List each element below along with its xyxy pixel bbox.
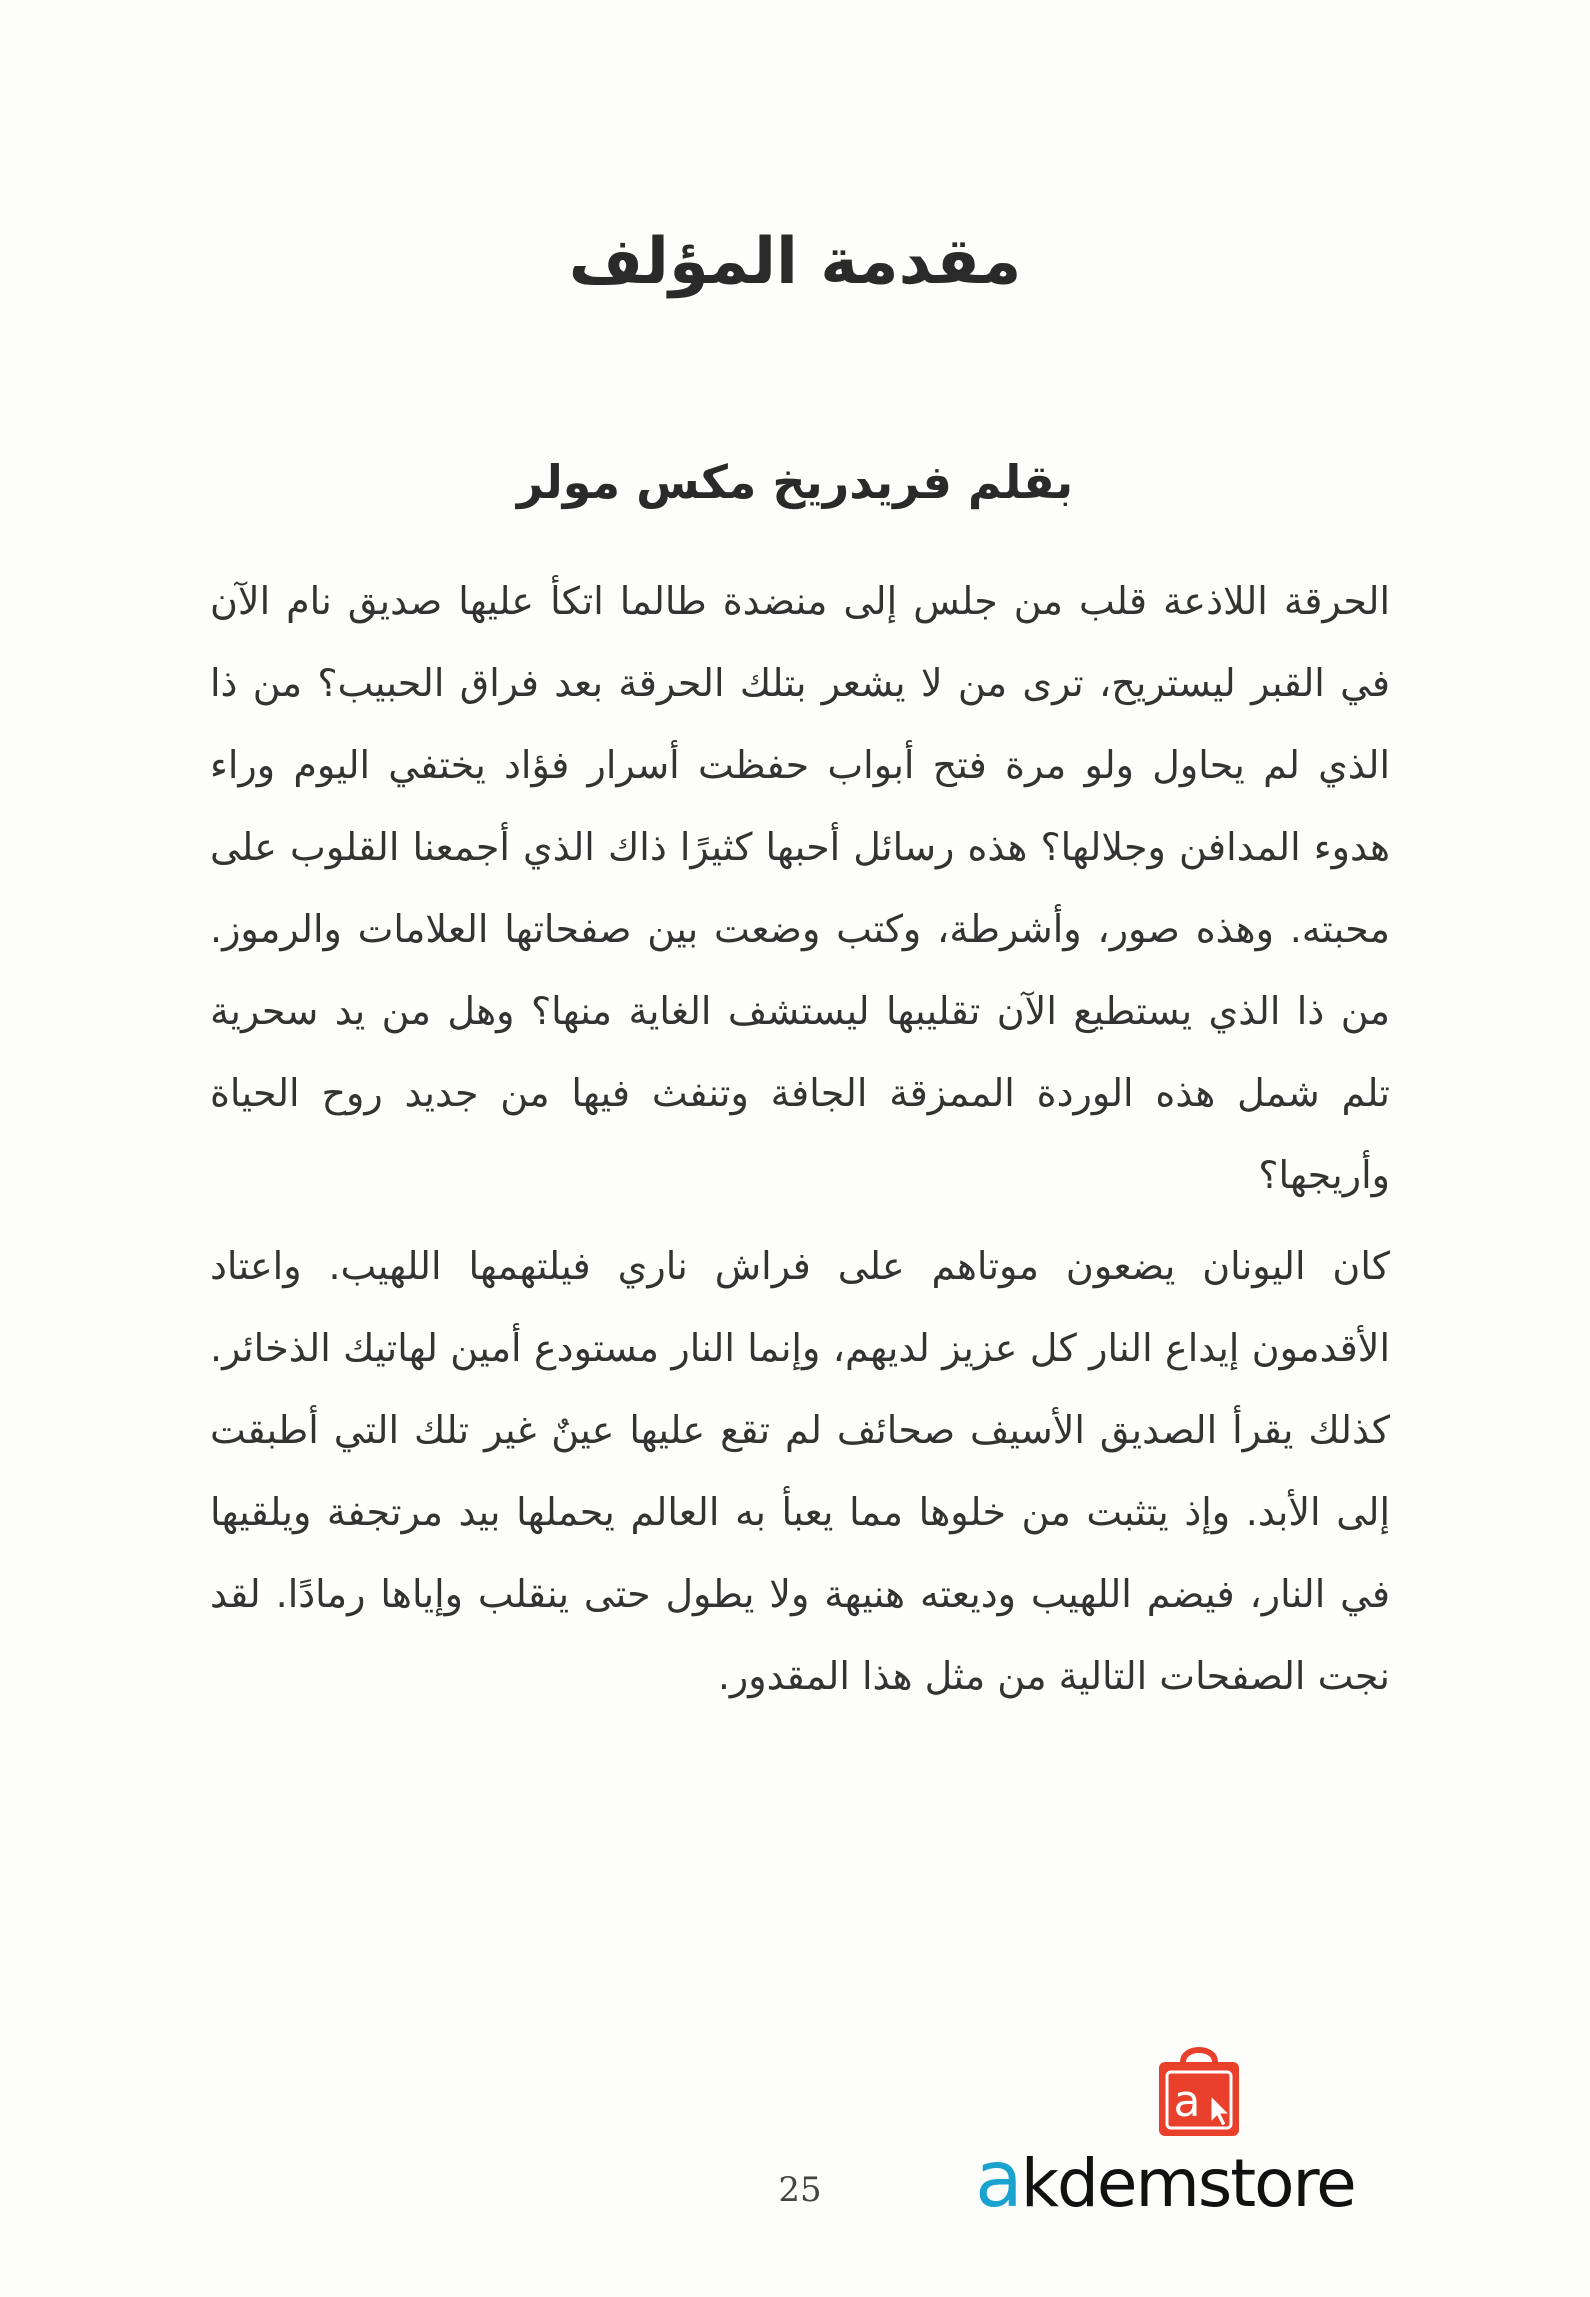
paragraph-2: كان اليونان يضعون موتاهم على فراش ناري فيلتهمها اللهيب. واعتاد الأقدمون إيداع النار كل عزيز لديهم، وإنما النار مستودع أمين لهاتيك الذخائر. كذلك يقرأ الصديق الأسيف صحائف لم تقع عليها عينٌ غير تلك التي أطبقت إلى الأبد. وإذ يتثبت من خلوها مما يعبأ به العالم يحملها بيد مرتجفة ويلقيها في النار، فيضم اللهيب وديعته هنيهة ولا يطول حتى ينقلب وإياها رمادًا. لقد نجت الصفحات التالية من مثل هذا المقدور. [210,1244,1390,1698]
shopping-bag-icon [1153,2040,1245,2140]
chapter-title: مقدمة المؤلف [568,225,1022,299]
logo-bag-letter: a [1173,2076,1201,2127]
logo-wordmark-rest: kdemstore [1020,2145,1355,2222]
author-byline: بقلم فريدريخ مكس مولر [516,455,1074,509]
logo-wordmark [975,2135,1415,2225]
store-logo-watermark [975,2040,1415,2225]
paragraph-1: الحرقة اللاذعة قلب من جلس إلى منضدة طالما اتكأ عليها صديق نام الآن في القبر ليستريح، ترى من لا يشعر بتلك الحرقة بعد فراق الحبيب؟ من ذا الذي لم يحاول ولو مرة فتح أبواب حفظت أسرار فؤاد يختفي اليوم وراء هدوء المدافن وجلالها؟ هذه رسائل أحبها كثيرًا ذاك الذي أجمعنا القلوب على محبته. وهذه صور، وأشرطة، وكتب وضعت بين صفحاتها العلامات والرموز. من ذا الذي يستطيع الآن تقليبها ليستشف الغاية منها؟ وهل من يد سحرية تلم شمل هذه الوردة الممزقة الجافة وتنفث فيها من جديد روح الحياة وأريجها؟ [210,579,1390,1197]
logo-accent-letter: a [975,2135,1021,2225]
page-number: 25 [778,2170,822,2210]
